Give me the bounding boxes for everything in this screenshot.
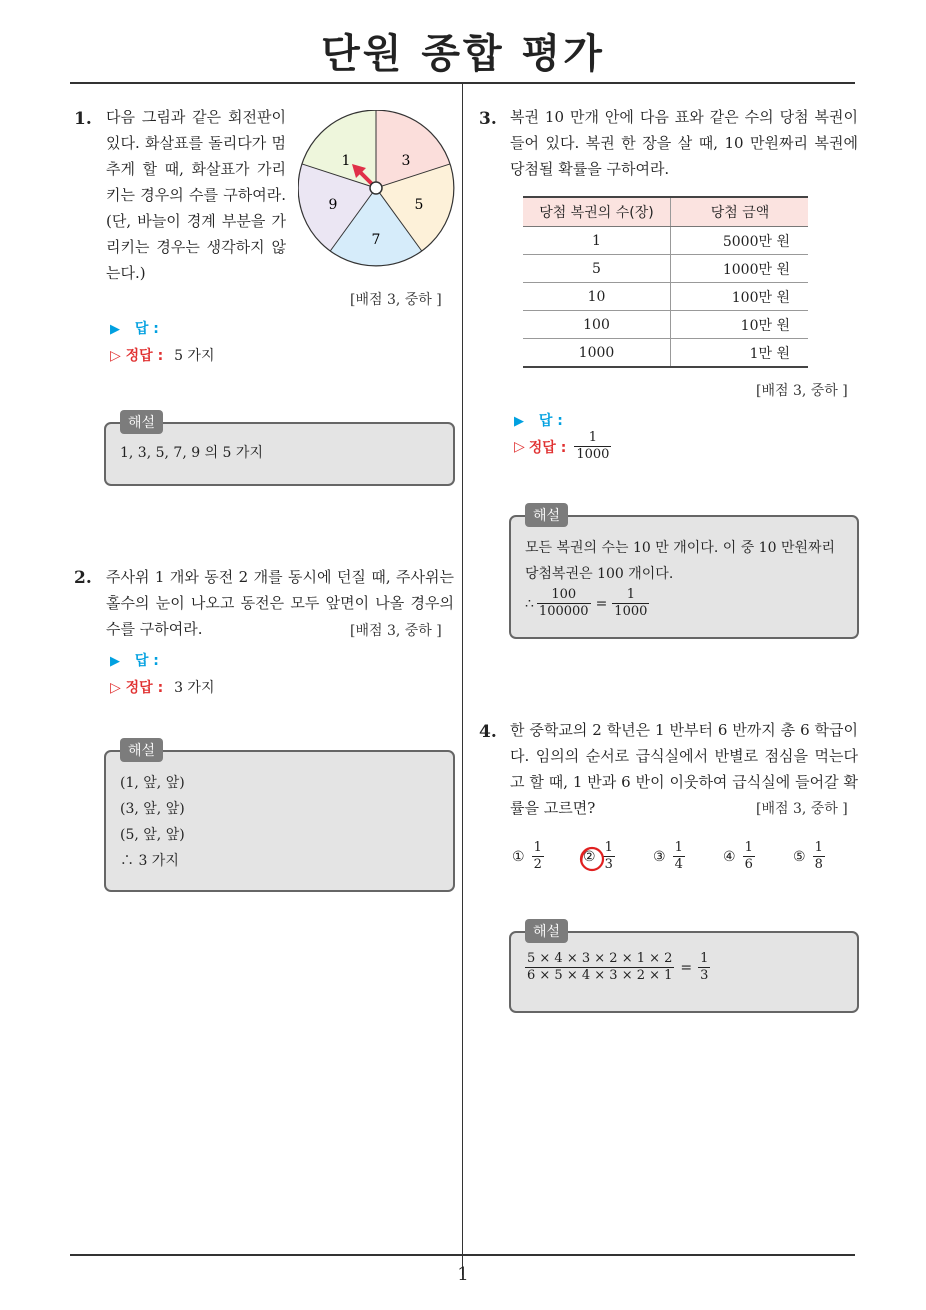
answer-label: 답 : [134,653,159,669]
play-outline-icon: ▷ [110,348,121,364]
explanation-tag: 해설 [525,919,568,943]
explanation-line: ∴ 3 가지 [120,853,179,869]
table-cell: 10만 원 [671,311,809,339]
question-3-number: 3. [479,109,497,129]
fraction-denominator: 3 [700,968,709,983]
choice-marker: ④ [723,848,736,865]
choice-marker: ① [512,848,525,865]
question-1-text: 다음 그림과 같은 회전판이 있다. 화살표를 돌리다가 멈추게 할 때, 화살표가 가리키는 경우의 수를 구하여라. (단, 바늘이 경계 부분을 가리키는 경우는 생각하지 않는다.) [106,108,286,282]
question-3-correct-answer [514,430,614,463]
bottom-rule [70,1254,855,1256]
choice-marker: ③ [653,848,666,865]
table-row [523,283,808,311]
table-cell: 1만 원 [671,339,809,368]
table-cell: 1000만 원 [671,255,809,283]
spinner-figure [298,110,458,270]
fraction-denominator: 1000 [614,604,648,619]
play-icon: ▶ [110,654,120,669]
explanation-tag: 해설 [525,503,568,527]
fraction-numerator: 5 × 4 × 3 × 2 × 1 × 2 [527,951,673,966]
table-cell: 5 [523,255,671,283]
fraction-numerator: 1 [674,840,683,855]
spinner-label-5: 5 [414,197,424,213]
question-1-number: 1. [74,109,92,129]
table-cell: 1000 [523,339,671,368]
correct-answer-fraction [574,430,611,463]
table-row [523,339,808,368]
equals-sign: = [680,959,693,976]
correct-answer-value: 3 가지 [174,680,215,696]
question-4-number: 4. [479,722,497,742]
page-number: 1 [457,1264,469,1285]
explanation-line: 당첨복권은 100 개이다. [525,566,674,582]
therefore-symbol: ∴ [525,595,534,612]
fraction-numerator: 1 [744,840,753,855]
question-2-correct-answer [110,677,214,697]
fraction [612,587,649,620]
fraction-numerator: 1 [588,430,597,445]
question-3-answer-line [514,410,563,430]
question-2-number: 2. [74,568,92,588]
spinner-label-1: 1 [341,153,351,169]
choice-fraction [743,840,755,873]
column-header: 당첨 복권의 수(장) [523,197,671,227]
prize-table [523,196,808,368]
table-cell: 10 [523,283,671,311]
choice-3[interactable] [653,840,688,873]
correct-answer-label: 정답 : [125,348,164,364]
column-header: 당첨 금액 [671,197,809,227]
question-3-explanation [509,508,859,639]
fraction [698,951,710,984]
answer-label: 답 : [134,321,159,337]
fraction-denominator: 1000 [576,447,610,462]
correct-answer-label: 정답 : [528,439,567,456]
page-title: 단원 종합 평가 [321,31,605,77]
explanation-tag: 해설 [120,738,163,762]
question-1-meta: [배점 3, 중하 ] [350,292,442,308]
fraction-numerator: 1 [533,840,542,855]
spinner-label-7: 7 [371,232,381,248]
table-row [523,311,808,339]
choice-marker: ⑤ [793,848,806,865]
fraction-denominator: 100000 [538,604,589,619]
explanation-equation [525,587,835,620]
question-1-answer-line [110,318,159,338]
question-2-answer-line [110,650,159,670]
fraction-denominator: 6 × 5 × 4 × 3 × 2 × 1 [527,968,673,983]
question-2-explanation [104,743,455,892]
question-4-explanation [509,924,859,1013]
spinner-pivot [370,182,382,194]
table-header-row [523,197,808,227]
play-icon: ▶ [514,414,524,429]
explanation-line: (1, 앞, 앞) [120,775,185,791]
question-1-explanation [104,415,455,486]
choice-4[interactable] [723,840,758,873]
question-3-text: 복권 10 만개 안에 다음 표와 같은 수의 당첨 복권이 들어 있다. 복권 한 장을 살 때, 10 만원짜리 복권에 당첨될 확률을 구하여라. [510,108,858,178]
column-divider [462,83,463,1275]
fraction-numerator: 100 [551,587,577,602]
explanation-line: 1, 3, 5, 7, 9 의 5 가지 [120,445,263,461]
play-outline-icon: ▷ [514,438,525,455]
table-cell: 100 [523,311,671,339]
spinner-label-9: 9 [328,197,338,213]
fraction-numerator: 1 [700,951,709,966]
explanation-line: (5, 앞, 앞) [120,827,185,843]
choice-marker-text: ② [583,848,596,865]
play-icon: ▶ [110,322,120,337]
fraction-numerator: 1 [814,840,823,855]
choice-fraction [813,840,825,873]
fraction-denominator: 4 [674,857,683,872]
correct-answer-value: 5 가지 [174,348,215,364]
question-4-text: 한 중학교의 2 학년은 1 반부터 6 반까지 총 6 학급이다. 임의의 순서로 급식실에서 반별로 점심을 먹는다고 할 때, 1 반과 6 반이 이웃하여 급식실에 들어갈 확률을 고르면? [510,721,858,817]
fraction-denominator: 3 [604,857,613,872]
fraction-numerator: 1 [626,587,635,602]
question-2-meta: [배점 3, 중하 ] [350,623,442,639]
question-4-meta: [배점 3, 중하 ] [756,801,848,817]
explanation-line: 모든 복권의 수는 10 만 개이다. 이 중 10 만원짜리 [525,540,836,556]
fraction-denominator: 6 [744,857,753,872]
question-1-correct-answer [110,345,214,365]
table-row [523,255,808,283]
table-cell: 100만 원 [671,283,809,311]
answer-label: 답 : [538,413,563,429]
fraction [537,587,591,620]
play-outline-icon: ▷ [110,680,121,696]
table-row [523,227,808,255]
choice-marker [583,849,596,865]
fraction-denominator: 8 [814,857,823,872]
correct-answer-label: 정답 : [125,680,164,696]
explanation-tag: 해설 [120,410,163,434]
fraction [525,951,674,984]
equals-sign: = [595,595,608,612]
spinner-label-3: 3 [401,153,411,169]
explanation-line: (3, 앞, 앞) [120,801,185,817]
fraction-denominator: 2 [533,857,542,872]
table-cell: 5000만 원 [671,227,809,255]
explanation-equation [525,951,713,984]
choice-5[interactable] [793,840,828,873]
fraction-numerator: 1 [604,840,613,855]
choice-2[interactable] [583,840,618,873]
choice-fraction [673,840,685,873]
choice-1[interactable] [512,840,547,873]
selected-circle-icon [577,844,607,874]
choice-fraction [532,840,544,873]
question-2-text: 주사위 1 개와 동전 2 개를 동시에 던질 때, 주사위는 홀수의 눈이 나오고 동전은 모두 앞면이 나올 경우의 수를 구하여라. [106,568,454,638]
question-3-meta: [배점 3, 중하 ] [756,383,848,399]
table-cell: 1 [523,227,671,255]
